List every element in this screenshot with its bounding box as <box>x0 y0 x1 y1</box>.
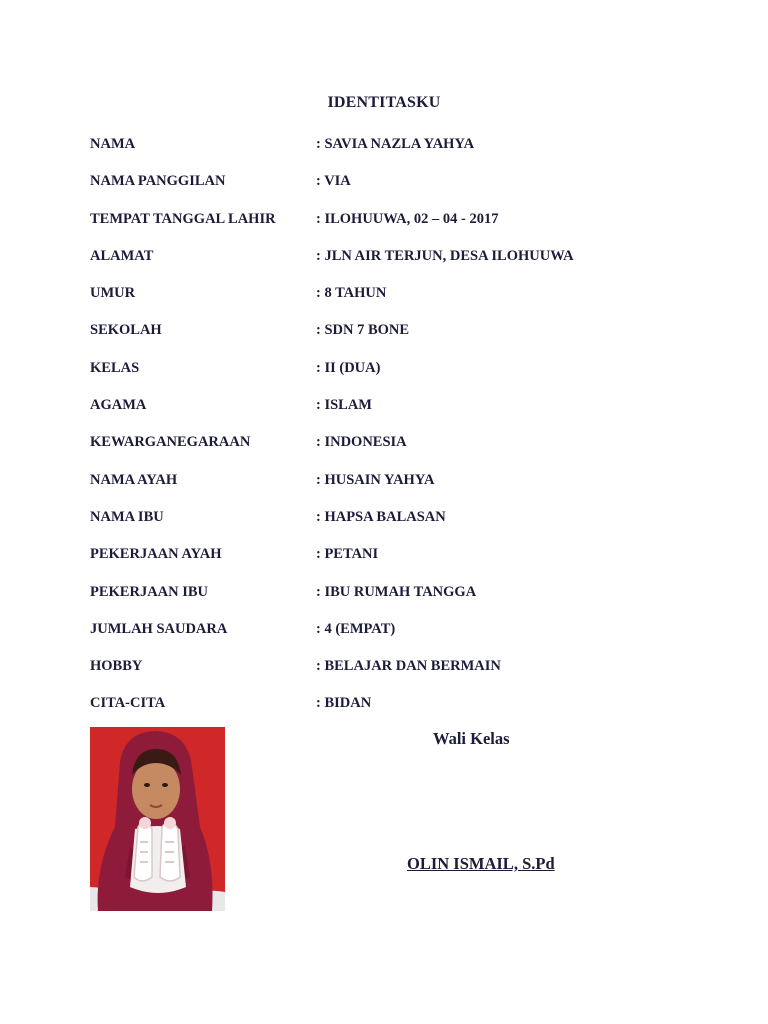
identity-row <box>90 134 710 171</box>
row-value: : VIA <box>316 173 351 190</box>
row-label: PEKERJAAN IBU <box>90 583 209 600</box>
identity-row <box>90 395 710 432</box>
row-label: NAMA <box>90 136 136 152</box>
row-label: NAMA AYAH <box>90 471 178 488</box>
identity-row <box>90 544 710 581</box>
row-value: : BIDAN <box>316 695 372 712</box>
identity-row <box>90 470 710 507</box>
row-value: : JLN AIR TERJUN, DESA ILOHUUWA <box>316 247 574 264</box>
row-label: TEMPAT TANGGAL LAHIR <box>90 210 276 227</box>
identity-row <box>90 619 710 656</box>
row-label: KEWARGANEGARAAN <box>90 434 251 451</box>
row-value: : 4 (EMPAT) <box>316 620 396 637</box>
row-value: : IBU RUMAH TANGGA <box>316 583 477 600</box>
row-value: : SAVIA NAZLA YAHYA <box>316 136 475 152</box>
row-value: : BELAJAR DAN BERMAIN <box>316 658 501 675</box>
row-label: AGAMA <box>90 397 147 414</box>
identity-row <box>90 320 710 357</box>
row-label: NAMA PANGGILAN <box>90 173 226 190</box>
row-label: ALAMAT <box>90 247 154 264</box>
row-value: : ILOHUUWA, 02 – 04 - 2017 <box>316 210 499 227</box>
row-value: : HAPSA BALASAN <box>316 508 446 525</box>
identity-row <box>90 693 710 730</box>
row-value: : PETANI <box>316 546 379 563</box>
row-label: UMUR <box>90 285 136 302</box>
row-label: PEKERJAAN AYAH <box>90 546 222 563</box>
row-label: KELAS <box>90 359 140 376</box>
page-title: IDENTITASKU <box>327 94 441 111</box>
row-label: HOBBY <box>90 658 143 675</box>
identity-row <box>90 209 710 246</box>
student-photo <box>90 727 225 911</box>
identity-row <box>90 582 710 619</box>
identity-row <box>90 171 710 208</box>
row-value: : HUSAIN YAHYA <box>316 471 435 488</box>
row-label: SEKOLAH <box>90 322 162 339</box>
identity-table <box>90 134 710 731</box>
row-value: : II (DUA) <box>316 359 381 376</box>
row-value: : SDN 7 BONE <box>316 322 410 339</box>
row-value: : ISLAM <box>316 397 372 414</box>
identity-row <box>90 432 710 469</box>
identity-row <box>90 656 710 693</box>
row-label: CITA-CITA <box>90 695 166 712</box>
identity-row <box>90 283 710 320</box>
row-label: NAMA IBU <box>90 508 164 525</box>
row-label: JUMLAH SAUDARA <box>90 620 228 637</box>
row-value: : INDONESIA <box>316 434 407 451</box>
identity-row <box>90 507 710 544</box>
signature-name: OLIN ISMAIL, S.Pd <box>407 854 555 873</box>
identity-row <box>90 358 710 395</box>
row-value: : 8 TAHUN <box>316 285 387 302</box>
signature-role: Wali Kelas <box>433 729 510 748</box>
identity-row <box>90 246 710 283</box>
